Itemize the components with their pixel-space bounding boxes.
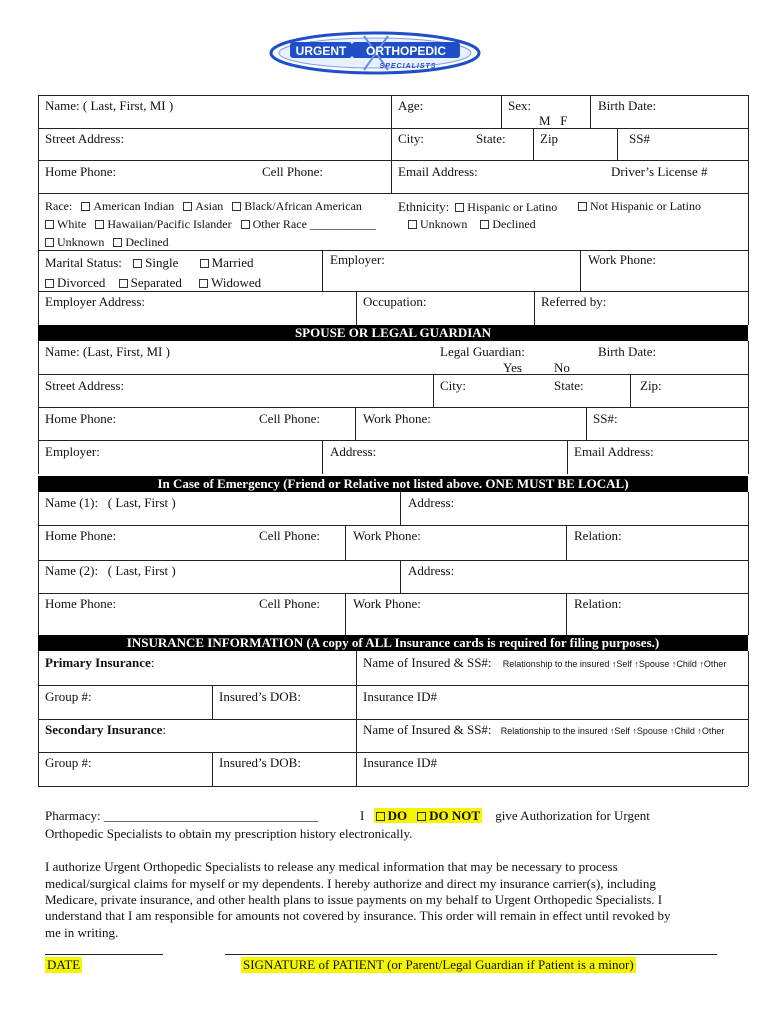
spouse-zip-label: Zip: [640, 378, 662, 393]
emergency-relation-2-label: Relation: [574, 596, 622, 611]
emergency-home-1-label: Home Phone: [45, 528, 117, 543]
primary-group-label: Group #: [45, 689, 92, 704]
ethnicity-row-2 [408, 217, 536, 232]
emergency-section-header: In Case of Emergency (Friend or Relative not listed above. ONE MUST BE LOCAL) [38, 476, 748, 492]
secondary-group-label: Group #: [45, 755, 92, 770]
emergency-relation-1-label: Relation: [574, 528, 622, 543]
marital-label: Marital Status: [45, 255, 122, 270]
ethnicity-label: Ethnicity: [398, 199, 450, 214]
emergency-name-1-label: Name (1): ( Last, First ) [45, 495, 176, 510]
primary-insurance-label: Primary Insurance: [45, 655, 155, 670]
spouse-section-header: SPOUSE OR LEGAL GUARDIAN [38, 325, 748, 341]
do-not-option[interactable]: DO NOT [409, 808, 482, 823]
race-checkbox[interactable] [183, 202, 192, 211]
spouse-address-label: Address: [330, 444, 377, 459]
race-option: Unknown [57, 235, 105, 249]
race-label: Race: [45, 199, 73, 213]
i-text: I [360, 808, 365, 823]
ethnicity-option: Hispanic or Latino [467, 200, 558, 214]
emergency-work-1-label: Work Phone: [353, 528, 421, 543]
race-option: White [57, 217, 87, 231]
patient-name-label: Name: ( Last, First, MI ) [45, 98, 174, 113]
primary-id-label: Insurance ID# [363, 689, 437, 704]
marital-checkbox[interactable] [199, 279, 208, 288]
race-option: Other Race ___________ [252, 217, 376, 231]
spouse-employer-label: Employer: [45, 444, 100, 459]
marital-row-2 [45, 275, 261, 291]
race-row-2 [45, 217, 376, 232]
race-option: Black/African American [244, 199, 362, 213]
secondary-dob-label: Insured’s DOB: [219, 755, 301, 770]
patient-city-label: City: [398, 131, 425, 146]
marital-checkbox[interactable] [45, 279, 54, 288]
race-row-3 [45, 235, 169, 250]
patient-license-label: Driver’s License # [611, 164, 708, 179]
emergency-home-2-label: Home Phone: [45, 596, 117, 611]
patient-birth-label: Birth Date: [598, 98, 657, 113]
marital-option: Divorced [57, 275, 106, 290]
emergency-cell-2-label: Cell Phone: [259, 596, 321, 611]
signature-label: SIGNATURE of PATIENT (or Parent/Legal Guardian if Patient is a minor) [243, 957, 634, 972]
spouse-state-label: State: [554, 378, 584, 393]
patient-state-label: State: [476, 131, 506, 146]
marital-option: Widowed [211, 275, 262, 290]
insurance-section-header: INSURANCE INFORMATION (A copy of ALL Insurance cards is required for filing purposes.) [38, 635, 748, 651]
employer-address-label: Employer Address: [45, 294, 146, 309]
spouse-ssn-label: SS#: [593, 411, 618, 426]
ethnicity-checkbox[interactable] [480, 220, 489, 229]
race-row-1 [45, 199, 362, 214]
spouse-street-label: Street Address: [45, 378, 125, 393]
primary-dob-label: Insured’s DOB: [219, 689, 301, 704]
race-option: American Indian [93, 199, 175, 213]
emergency-cell-1-label: Cell Phone: [259, 528, 321, 543]
pharmacy-field[interactable]: Pharmacy: _________________________________ [45, 808, 319, 823]
patient-zip-label: Zip [540, 131, 559, 146]
patient-work-phone-label: Work Phone: [588, 252, 656, 267]
patient-cell-phone-label: Cell Phone: [262, 164, 324, 179]
patient-street-label: Street Address: [45, 131, 125, 146]
marital-checkbox[interactable] [133, 259, 142, 268]
emergency-address-1-label: Address: [408, 495, 455, 510]
marital-row-1 [45, 255, 254, 271]
patient-email-label: Email Address: [398, 164, 478, 179]
ethnicity-row-1 [398, 199, 557, 215]
authorize-text-line: medical/surgical claims for myself or my dependents. I hereby authorize and direct my insurance carrier(s), including [45, 876, 656, 891]
secondary-id-label: Insurance ID# [363, 755, 437, 770]
logo-text-orthopedic: ORTHOPEDIC [365, 44, 447, 58]
ethnicity-checkbox[interactable] [455, 203, 464, 212]
marital-checkbox[interactable] [200, 259, 209, 268]
race-checkbox[interactable] [81, 202, 90, 211]
ethnicity-option: Unknown [420, 217, 468, 231]
patient-home-phone-label: Home Phone: [45, 164, 117, 179]
spouse-birth-label: Birth Date: [598, 344, 657, 359]
patient-sex-label: Sex: [508, 98, 532, 113]
race-checkbox[interactable] [241, 220, 250, 229]
give-authorization-text: give Authorization for Urgent [495, 808, 650, 823]
marital-checkbox[interactable] [119, 279, 128, 288]
relationship-options[interactable]: Relationship to the insured ↑Self ↑Spouse ↑Child ↑Other [500, 726, 725, 736]
logo-text-urgent: URGENT [295, 44, 347, 58]
primary-insured-ss-label [363, 655, 726, 671]
race-checkbox[interactable] [45, 238, 54, 247]
ethnicity-option: Declined [492, 217, 536, 231]
emergency-work-2-label: Work Phone: [353, 596, 421, 611]
authorize-text-line: understand that I am responsible for amounts not covered by insurance. This order will remain in effect until revoked by [45, 908, 671, 923]
authorize-text-line: Medicare, private insurance, and other health plans to issue payments on my behalf to Urgent Orthopedic Specialists. I [45, 892, 663, 907]
occupation-label: Occupation: [363, 294, 427, 309]
spouse-work-phone-label: Work Phone: [363, 411, 431, 426]
spouse-email-label: Email Address: [574, 444, 654, 459]
patient-employer-label: Employer: [330, 252, 385, 267]
race-checkbox[interactable] [232, 202, 241, 211]
authorize-text-line: me in writing. [45, 925, 119, 940]
race-checkbox[interactable] [113, 238, 122, 247]
race-checkbox[interactable] [95, 220, 104, 229]
ethnicity-row-1b [578, 199, 701, 214]
insured-ss-text: Name of Insured & SS#: [363, 655, 492, 670]
spouse-cell-phone-label: Cell Phone: [259, 411, 321, 426]
insured-ss-text: Name of Insured & SS#: [363, 722, 492, 737]
relationship-options[interactable]: Relationship to the insured ↑Self ↑Spouse ↑Child ↑Other [502, 659, 727, 669]
marital-option: Separated [130, 275, 182, 290]
secondary-insured-ss-label [363, 722, 724, 738]
legal-guardian-no[interactable]: No [554, 360, 570, 375]
authorize-text-line: I authorize Urgent Orthopedic Specialists to release any medical information that may be necessary to process [45, 859, 618, 874]
race-checkbox[interactable] [45, 220, 54, 229]
do-option[interactable]: DO [374, 808, 410, 823]
patient-sex-options[interactable]: M F [539, 113, 568, 128]
referred-by-label: Referred by: [541, 294, 607, 309]
marital-option: Married [211, 255, 254, 270]
spouse-name-label: Name: (Last, First, MI ) [45, 344, 170, 359]
logo-text-specialists: SPECIALISTS [379, 63, 437, 70]
emergency-name-2-label: Name (2): ( Last, First ) [45, 563, 176, 578]
patient-age-label: Age: [398, 98, 424, 113]
race-option: Asian [195, 199, 224, 213]
patient-ssn-label: SS# [629, 131, 650, 146]
marital-option: Single [145, 255, 179, 270]
spouse-home-phone-label: Home Phone: [45, 411, 117, 426]
company-logo [268, 30, 482, 76]
ethnicity-option: Not Hispanic or Latino [590, 199, 701, 213]
legal-guardian-label: Legal Guardian: [440, 344, 525, 359]
race-option: Declined [125, 235, 169, 249]
race-option: Hawaiian/Pacific Islander [107, 217, 232, 231]
spouse-city-label: City: [440, 378, 467, 393]
date-label: DATE [47, 957, 81, 972]
secondary-insurance-label: Secondary Insurance: [45, 722, 166, 737]
ethnicity-checkbox[interactable] [578, 202, 587, 211]
legal-guardian-yes[interactable]: Yes [503, 360, 522, 375]
emergency-address-2-label: Address: [408, 563, 455, 578]
authorization-line-2: Orthopedic Specialists to obtain my prescription history electronically. [45, 826, 413, 841]
authorization-line [360, 808, 650, 824]
ethnicity-checkbox[interactable] [408, 220, 417, 229]
